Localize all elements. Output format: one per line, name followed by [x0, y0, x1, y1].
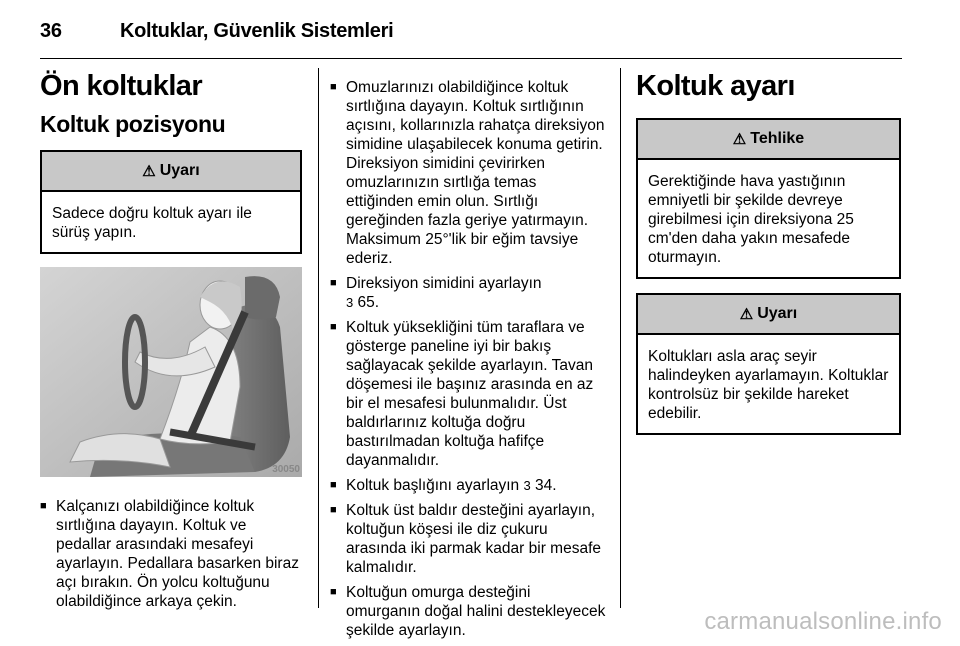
page-header [40, 14, 900, 54]
list-item-text: Direksiyon simidini ayarlayın [346, 275, 542, 292]
header-rule [40, 58, 902, 59]
list-item [330, 274, 606, 312]
danger-box [636, 118, 901, 279]
warning-box-header [42, 152, 300, 192]
danger-text: Gerektiğinde hava yastığının emniyetli bir şekilde devreye girebilmesi için direksiyona 25 cm'den daha yakın mesafede oturmayın. [648, 173, 854, 266]
warning-box-header [638, 295, 899, 335]
warning-triangle-icon: ⚠ [142, 163, 156, 180]
page-reference-icon: 3 [523, 478, 531, 493]
warning-title: Uyarı [159, 162, 200, 179]
list-item-text: Omuzlarınızı olabildiğince koltuk sırtlığına dayayın. Koltuk sırtlığının açısını, kollarınızla rahatça direksiyon simidine ulaşabilecek konuma getirin. Direksiyon simidini çevirirken omuzlarınızın sırtlığa temas ettiğinden emin olun. Sırtlığı gereğinden fazla geriye yatırmayın. Maksimum 25°'lik bir eğim tavsiye ederiz. [346, 79, 605, 267]
list-item [330, 501, 606, 577]
middle-column [330, 78, 606, 646]
column-divider-1 [318, 68, 319, 608]
page-reference-link[interactable]: 65. [357, 294, 380, 311]
column-divider-2 [620, 68, 621, 608]
list-item [330, 583, 606, 640]
middle-instruction-list [330, 78, 606, 640]
section-title-seat-adjustment: Koltuk ayarı [636, 70, 795, 102]
page-number: 36 [40, 20, 62, 42]
list-item [330, 476, 606, 495]
page-reference-icon: 3 [346, 295, 354, 310]
left-column [40, 68, 302, 617]
warning-box-seat-adjustment [636, 293, 901, 435]
warning-triangle-icon: ⚠ [732, 131, 747, 148]
list-item-text: Koltuk üst baldır desteğini ayarlayın, koltuğun köşesi ile diz çukuru arasında iki parmak kadar bir mesafe kalmalıdır. [346, 502, 602, 576]
list-item-text: Koltuk yüksekliğini tüm taraflara ve gösterge paneline iyi bir bakış sağlayacak şekilde ayarlayın. Tavan döşemesi ile başınız arasında en az bir el mesafesi bulunmalıdır. Üst baldırlarınız koltuğa doğru bastırılmadan koltuğa hafifçe dayanmalıdır. [346, 319, 594, 469]
driver-seating-illustration [40, 267, 302, 477]
danger-box-header [638, 120, 899, 160]
list-item-text: Koltuğun omurga desteğini omurganın doğal halini destekleyecek şekilde ayarlayın. [346, 584, 606, 639]
warning-text: Sadece doğru koltuk ayarı ile sürüş yapın. [52, 205, 252, 241]
list-item [330, 78, 606, 268]
list-item-text: Koltuk başlığını ayarlayın [346, 477, 520, 494]
warning-title: Uyarı [757, 305, 798, 322]
warning-text: Koltukları asla araç seyir halindeyken ayarlamayın. Koltuklar kontrolsüz bir şekilde hareket edebilir. [648, 348, 889, 422]
subsection-title-seat-position: Koltuk pozisyonu [40, 111, 226, 137]
danger-title: Tehlike [750, 130, 805, 147]
left-instruction-list [40, 497, 302, 611]
list-item: ■ Kalçanızı olabildiğince koltuk sırtlığına dayayın. Koltuk ve pedallar arasındaki mesafeyi ayarlayın. Pedallara basarken biraz açı bırakın. Ön yolcu koltuğunu olabildiğince arkaya çekin. [40, 497, 302, 611]
warning-triangle-icon: ⚠ [739, 306, 754, 323]
warning-box-seat-position [40, 150, 302, 254]
watermark-text: carmanualsonline.info [704, 608, 942, 635]
page-reference-link[interactable]: 34. [535, 477, 557, 494]
chapter-title: Koltuklar, Güvenlik Sistemleri [120, 20, 394, 42]
right-column [636, 68, 901, 435]
list-item [330, 318, 606, 470]
section-title-front-seats: Ön koltuklar [40, 70, 202, 102]
figure-number: 30050 [272, 464, 300, 475]
seat-position-illustration [40, 267, 302, 477]
